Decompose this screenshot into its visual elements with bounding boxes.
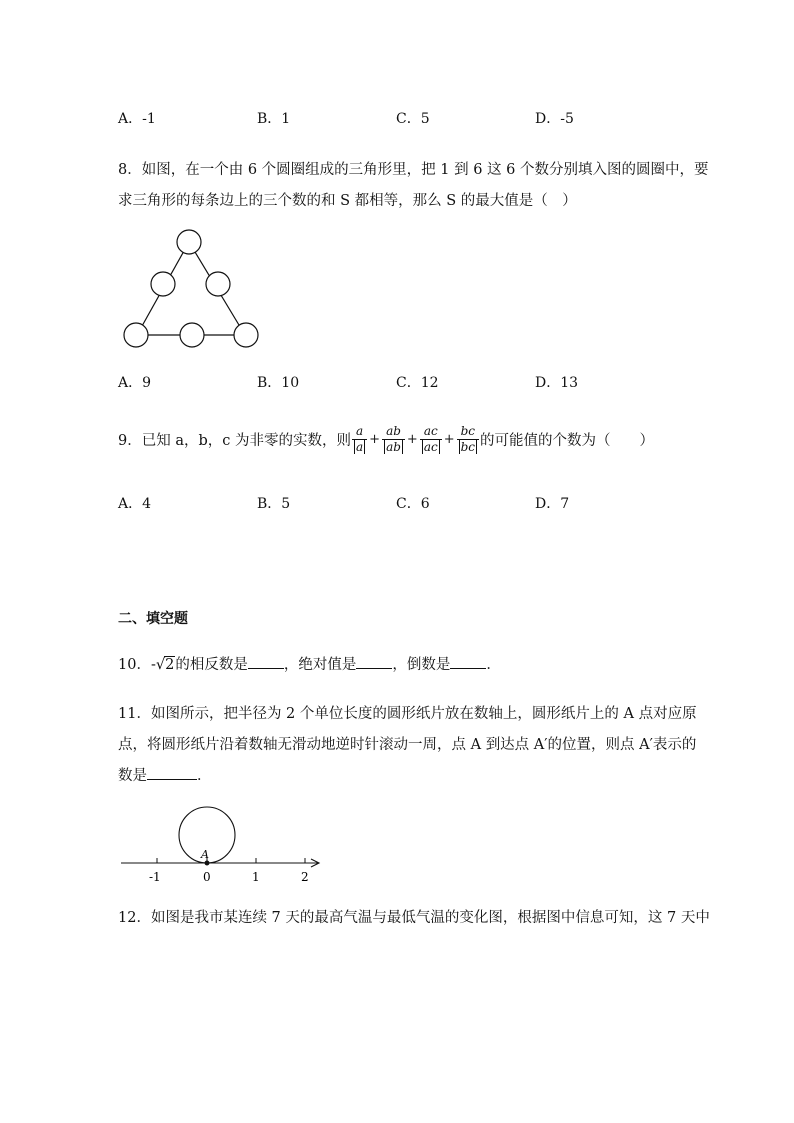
circle-mid-right[interactable] [206,272,230,296]
option-value: 7 [560,496,570,512]
q7-option-d[interactable] [535,108,574,128]
option-value: 10 [281,375,300,391]
numerator: ab [386,423,401,438]
circle-bottom-left[interactable] [124,323,148,347]
denominator [457,439,479,455]
q11-stem-line2: 点，将圆形纸片沿着数轴无滑动地逆时针滚动一周，点 A 到达点 A′的位置，则点 A′表示的 [118,737,697,753]
q9-option-c[interactable] [396,493,430,513]
q8-triangle-figure [115,225,265,355]
option-letter: A． [118,375,143,391]
numerator: bc [460,423,475,438]
q8-option-a[interactable] [118,372,151,392]
circle-bottom-mid[interactable] [180,323,204,347]
option-letter: A． [118,111,143,127]
absolute-value: bc [460,439,475,454]
option-value: 6 [420,496,430,512]
q8-option-b[interactable] [257,372,299,392]
q11-number-line-figure [118,800,328,886]
option-value: 12 [420,375,439,391]
section-heading-fill-in: 二、填空题 [118,611,188,627]
q10-prefix: 10．- [118,657,156,673]
circle-top[interactable] [177,230,201,254]
q9-prefix: 9．已知 a，b，c 为非零的实数，则 [118,432,351,449]
tick-label: 1 [252,870,260,884]
absolute-value: a [356,439,364,454]
option-letter: C． [396,375,421,391]
point-a-label: A [201,848,209,861]
absolute-value: ac [423,439,438,454]
option-letter: C． [396,111,421,127]
point-a-dot [205,861,210,866]
absolute-value: ab [386,439,401,454]
plus-sign: + [406,431,418,447]
option-value: 5 [281,496,291,512]
fraction-ac [420,424,442,455]
q10-text-reciprocal: ，倒数是 [392,657,451,673]
sqrt-radicand: 2 [165,657,175,673]
denominator [352,439,367,455]
tick-label: 2 [301,870,309,884]
option-value: -5 [560,111,574,127]
option-value: -1 [142,111,156,127]
fraction-bc [457,424,479,455]
circle-mid-left[interactable] [151,272,175,296]
option-value: 13 [560,375,579,391]
answer-blank-opposite[interactable] [248,656,284,669]
q12-stem-line1: 12．如图是我市某连续 7 天的最高气温与最低气温的变化图，根据图中信息可知，这 7 天中 [118,910,710,926]
q7-option-c[interactable] [396,108,430,128]
numerator: a [356,423,364,438]
q11-stem-line1: 11．如图所示，把半径为 2 个单位长度的圆形纸片放在数轴上，圆形纸片上的 A 点对应原 [118,706,697,722]
denominator [420,439,442,455]
option-letter: A． [118,496,143,512]
q8-stem-line1: 8．如图，在一个由 6 个圆圈组成的三角形里，把 1 到 6 这 6 个数分别填入图的圆圈中，要 [118,162,709,178]
q8-option-c[interactable] [396,372,439,392]
q7-option-a[interactable] [118,108,156,128]
q9-option-a[interactable] [118,493,151,513]
fraction-ab [382,424,405,455]
sqrt-sign: √ [155,657,166,673]
answer-blank-a-prime[interactable] [147,767,197,780]
q10-stem [118,653,501,674]
option-letter: D． [535,111,561,127]
option-value: 4 [142,496,152,512]
q9-option-d[interactable] [535,493,569,513]
q10-text-absolute: ，绝对值是 [283,657,357,673]
fraction-a [352,424,367,455]
option-value: 9 [142,375,152,391]
tick-label: 0 [203,870,211,884]
option-value: 5 [420,111,430,127]
answer-blank-reciprocal[interactable] [450,656,486,669]
plus-sign: + [443,431,455,447]
q7-option-b[interactable] [257,108,290,128]
tick-label: -1 [149,870,161,884]
q9-option-b[interactable] [257,493,290,513]
q9-stem [118,418,654,460]
option-value: 1 [281,111,291,127]
q10-end: ． [486,657,501,673]
q11-prefix: 数是 [118,768,147,784]
plus-sign: + [369,431,381,447]
q9-suffix: 的可能值的个数为（ ） [480,432,654,449]
circle-bottom-right[interactable] [234,323,258,347]
denominator [382,439,405,455]
option-letter: D． [535,496,561,512]
q11-end: ． [197,768,212,784]
option-letter: B． [257,111,282,127]
numerator: ac [423,423,438,438]
option-letter: B． [257,496,282,512]
q10-text-opposite: 的相反数是 [175,657,248,673]
q11-stem-line3 [118,764,212,785]
answer-blank-absolute[interactable] [356,656,392,669]
q8-option-d[interactable] [535,372,578,392]
q8-stem-line2: 求三角形的每条边上的三个数的和 S 都相等，那么 S 的最大值是（ ） [118,193,577,209]
option-letter: B． [257,375,282,391]
option-letter: C． [396,496,421,512]
option-letter: D． [535,375,561,391]
